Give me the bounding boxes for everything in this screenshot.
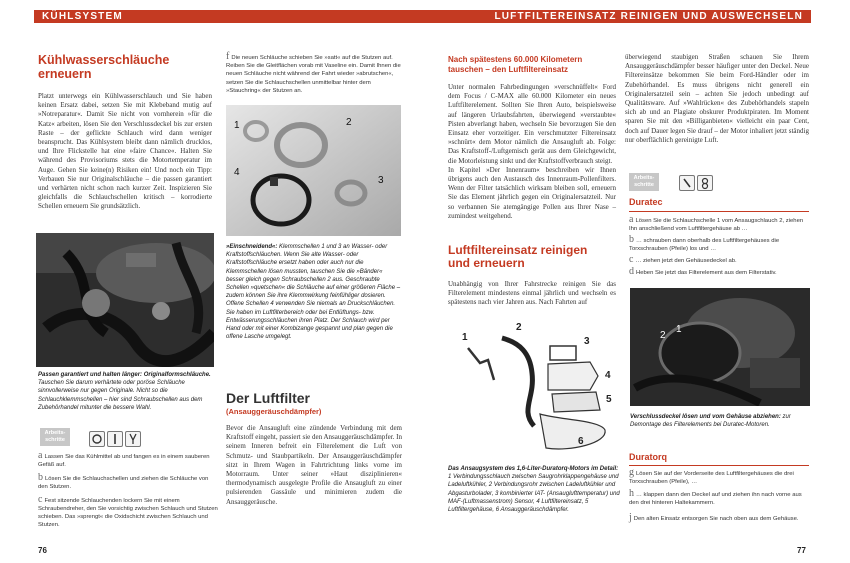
- step-letter: d: [629, 266, 634, 277]
- housing-caption-bold: Verschlussdeckel lösen und vom Gehäuse abziehen:: [630, 414, 781, 420]
- photo-label-1: 1: [676, 324, 682, 335]
- clamps-photo-caption: [226, 243, 402, 341]
- intake-system-diagram: [450, 318, 618, 456]
- step-text: … ziehen jetzt den Gehäusedeckel ab.: [635, 258, 737, 264]
- step-text: … schrauben dann oberhalb des Luftfiltergehäuses die Torxschrauben (Pfeile) los und …: [629, 238, 780, 252]
- duratec-step-d: [629, 268, 811, 277]
- filter-housing-photo: [630, 288, 810, 406]
- step-text: Fest sitzende Schlauchenden lockern Sie mit einem Schraubendreher, den Sie vorsichtig zwischen Schlauch und Stutzen schieben. Das »sprengt« die Oxidschicht zwischen Schlauch und Stutzen.: [38, 498, 218, 528]
- hose-clamps-photo: [226, 105, 401, 236]
- diagram-label-4: 4: [605, 370, 611, 381]
- clamp-caption-text: Klemmschellen 1 und 3 an Wasser- oder Kraftstoffschläuchen. Wenn Sie alte Wasser- oder Kraftstoffschläuche ersetzt haben oder auch nur die Klemmschellen lösen mussten, tauschen Sie die »Bänder« besser gleich gegen Schraubschellen 2 aus. Geschraubte Schellen »quetschen« die Schläuche auf einer größeren Fläche – zudem können Sie ihre Klemmwirkung feinfühliger dosieren. Offene Schellen 4 verwenden Sie niemals an Druckschläuchen. Sie haben im Luftfilterbereich oder bei Entlüftungs- bzw. Entwässerungsschläuchen ihren Platz. Der Schlauch wird per Hand oder mit einer Kombizange gespannt und plan gegen die offene Lasche umgelegt.: [226, 244, 401, 341]
- diagram-label-5: 5: [606, 394, 612, 405]
- air-filter-text: Bevor die Ansaugluft eine zündende Verbindung mit dem Kraftstoff eingeht, passiert sie den Ansauggeräuschdämpfer. In seinem Inneren befreit ein Filterelement die Luft von Schmutz- und Staubpartikeln. Der Ansauggeräuschdämpfer sitzt in Ihrem Wagen in Fahrtrichtung links vorne im Motorraum. Unter seiner »Haut disziplinieren« thermodynamisch ausgelegte Profile die Ansaugluft zu einer pulsierenden Gassäule und minimieren zudem die Ansauggeräusche.: [226, 424, 402, 506]
- step-text: Lassen Sie das Kühlmittel ab und fangen es in einem sauberen Gefäß auf.: [38, 454, 210, 468]
- page-number-right: 77: [797, 546, 806, 555]
- step-text: … klappen dann den Deckel auf und ziehen ihn nach vorne aus den drei hinteren Haltekammern.: [629, 492, 802, 506]
- step-letter: j: [629, 512, 632, 523]
- hose-fit-tip: [226, 53, 402, 95]
- clean-replace-title: [448, 244, 618, 270]
- step-a: [38, 452, 218, 469]
- step-text: Heben Sie jetzt das Filterelement aus dem Filterstativ.: [636, 270, 777, 276]
- work-steps-badge-right: Arbeits- schritte: [629, 173, 659, 191]
- page-number-left: 76: [38, 546, 47, 555]
- housing-caption-text: zur Demontage des Filterelements bei Duratec-Motoren.: [630, 414, 791, 429]
- clean-replace-title-line1: Luftfiltereinsatz reinigen: [448, 243, 588, 257]
- duratec-heading: Duratec: [629, 197, 663, 207]
- air-filter-section: [226, 390, 402, 416]
- step-letter: g: [629, 467, 634, 478]
- article-title: [38, 53, 169, 81]
- photo-label-2: 2: [660, 330, 666, 341]
- interval-heading-line2: tauschen – den Luftfiltereinsatz: [448, 64, 569, 74]
- step-letter: c: [38, 494, 43, 505]
- hose-clamp-tool-icon: [89, 431, 105, 447]
- interval-text: Unter normalen Fahrbedingungen »verschnüffelt« Ford dem Focus / C-MAX alle 60.000 Kilometer ein neues Luftfilterelement. Sollten Sie Ihren Auto, beispielsweise auf längeren Urlaubsfahrten, überwiegend »verstaubte« Pisten abverlangt haben, wechseln Sie bevorzugen Sie den Einsatz eher vorzeitiger. Ein verschmutzter Filtereinsatz »schnürt« dem Motor nämlich die Ansaugluft ab. Folge: Das Kraftstoff-/Luftgemisch gerät aus dem Gleichgewicht, die Motorleistung sinkt und der Kraftstoffverbrauch steigt. In Kapitel »Der Innenraum« beschreiben wir Ihnen übrigens auch den Austausch des Innenraum-Pollenfilters. Wenn der Filter tatsächlich wirksam bleiben soll, erneuern Sie das Element jährlich gegen ein Originalersatzteil. Nur so verbannen Sie atemgängige Pollen aus Ihrer Nase – zumindest weitgehend.: [448, 83, 616, 220]
- diagram-caption-text: 1 Verbindungsschlauch zwischen Saugrohrklappengehäuse und Ladeluftkühler, 2 Verbindungsrohr zwischen Ladeluftkühler und Abgasturbolader, 3 kombinierter IAT- (Ansauglufttemperatur) und MAF-(Luftmassenstrom) Sensor, 4 Luftfiltereinsatz, 5 Luftfiltergehäuse, 6 Ansauggeräuschdämpfer.: [448, 474, 620, 514]
- step-letter: b: [38, 472, 43, 483]
- engine-caption-text: Tauschen Sie darum verhärtete oder poröse Schläuche sinnvollerweise nur gegen Originale. Nicht so die Schlauchklemmschellen – hier sind Schraubschellen aus dem Zubehörhandel mitunter die bessere Wahl.: [38, 380, 203, 411]
- step-b: [38, 474, 218, 491]
- duratec-step-b: [629, 236, 811, 253]
- torx-bit-tool-icon: [697, 175, 713, 191]
- step-c: [38, 496, 218, 529]
- duratec-step-c: [629, 256, 811, 265]
- screwdriver-tool-icon: [107, 431, 123, 447]
- intro-text: Platzt unterwegs ein Kühlwasserschlauch und Sie haben keinen Ersatz dabei, setzen Sie mit Klebeband mutig auf »Notreparatur«. Damit Sie nicht von vornherein »für die Katz« arbeiten, lösen Sie den Verschlussdeckel bis zur ersten Raste – der geflickte Schlauch wird dann weniger beansprucht. Das Kühlsystem bleibt dann nämlich drucklos, und Ihre Flickstelle hat eine »faire Chance«. Halten Sie während des Provisoriums stets die Motortemperatur im Auge. Gehen Sie keine(n) Risiken ein! Und noch ein Tipp: Verbauen Sie nur Originalschläuche – die passen garantiert und verhärten nicht schon nach kurzer Zeit. Inspizieren Sie gleichfalls die Schlauchschellen kritisch – korrodierte Schellen erneuern Sie grundsätzlich.: [38, 92, 212, 211]
- filter-housing-caption: [630, 413, 810, 429]
- engine-photo-caption: [38, 371, 216, 412]
- pliers-tool-icon: [125, 431, 141, 447]
- clamp-label-1: 1: [234, 120, 240, 131]
- step-text: Lösen Sie die Schlauchschellen und ziehen die Schläuche von den Stutzen.: [38, 476, 209, 490]
- clamp-label-4: 4: [234, 167, 240, 178]
- diagram-label-1: 1: [462, 332, 468, 343]
- left-page-header: KÜHLSYSTEM: [34, 10, 425, 23]
- duratec-separator: [629, 211, 809, 212]
- step-text: Lösen Sie auf der Vorderseite des Luftfiltergehäuses die drei Torxschrauben (Pfeile), …: [629, 471, 794, 485]
- diagram-caption-bold: Das Ansaugsystem des 1,6-Liter-Duratorq-Motors im Detail:: [448, 466, 619, 472]
- engine-hose-photo: [36, 233, 214, 367]
- clamp-caption-bold: »Einschneidend«:: [226, 244, 278, 250]
- clean-replace-title-line2: und erneuern: [448, 256, 525, 270]
- step-text: Lösen Sie die Schlauchschelle 1 vom Ansaugschlauch 2, ziehen Ihn anschließend vom Luftfiltergehäuse ab …: [629, 218, 804, 232]
- clean-replace-text: Unabhängig von Ihrer Fahrstrecke reinigen Sie das Filterelement mindestens einmal jährlich und wechseln es spätestens nach vier Jahren aus. Nach Fahrten auf: [448, 280, 616, 307]
- clamp-label-3: 3: [378, 175, 384, 186]
- tip-text: Die neuen Schläuche schieben Sie »satt« auf die Stutzen auf. Reiben Sie die Gleitflächen vorab mit Vaseline ein. Damit Ihnen die neuen Schläuche nicht während der Fahrt wieder »abrutschen«, setzen Sie die Schlauchschellen unmittelbar hinter dem »Stauchring« der Stutzen an.: [226, 55, 401, 94]
- diagram-caption: [448, 465, 620, 514]
- duratorq-step-h: [629, 490, 811, 507]
- article-title-line1: Kühlwasserschläuche: [38, 53, 170, 67]
- tip-letter: f: [226, 51, 230, 62]
- step-letter: b: [629, 234, 634, 245]
- clamp-label-2: 2: [346, 117, 352, 128]
- step-letter: a: [38, 450, 43, 461]
- diagram-label-6: 6: [578, 436, 584, 447]
- interval-heading-line1: Nach spätestens 60.000 Kilometern: [448, 55, 583, 64]
- air-filter-title: Der Luftfilter: [226, 390, 310, 406]
- step-letter: c: [629, 254, 634, 265]
- replacement-interval-heading: [448, 55, 618, 74]
- air-filter-subtitle: (Ansauggeräuschdämpfer): [226, 407, 322, 416]
- engine-caption-bold: Passen garantiert und halten länger: Originalformschläuche.: [38, 372, 211, 378]
- screwdriver-tool-icon: [679, 175, 695, 191]
- diagram-label-3: 3: [584, 336, 590, 347]
- quality-advice-text: überwiegend staubigen Straßen schauen Sie Ihrem Ansauggeräuschdämpfer besser häufiger unter den Deckel. Neue Filtereinsätze bekommen Sie beim Ford-Händler oder im Zubehörhandel. Es muss übrigens nicht generell ein Originalersatzteil sein – achten Sie jedoch unbedingt auf Qualitätsware. Auf »Wahlrücken« des Zubehörhandels stapeln sich ab und an Plagiate obskurer Produktpiraten. Im Moment sparen Sie mit den »Billiganbieten« vielleicht ein paar Cent, doch auf Dauer legen Sie drauf – der Motor inhaliert jetzt ständig nur oberflächlich gereinigte Luft.: [625, 53, 809, 144]
- diagram-label-2: 2: [516, 322, 522, 333]
- work-steps-badge: Arbeits- schritte: [40, 428, 70, 446]
- step-letter: a: [629, 214, 634, 225]
- right-page-header: LUFTFILTEREINSATZ REINIGEN UND AUSWECHSELN: [425, 10, 811, 23]
- right-page: [425, 0, 850, 563]
- duratorq-separator: [629, 465, 809, 466]
- duratorq-step-g: [629, 469, 811, 486]
- duratorq-step-j: [629, 514, 811, 523]
- duratec-step-a: [629, 216, 811, 233]
- duratorq-heading: Duratorq: [629, 452, 667, 462]
- step-letter: h: [629, 488, 634, 499]
- article-title-line2: erneuern: [38, 67, 92, 81]
- step-text: Den alten Einsatz entsorgen Sie nach oben aus dem Gehäuse.: [633, 516, 799, 522]
